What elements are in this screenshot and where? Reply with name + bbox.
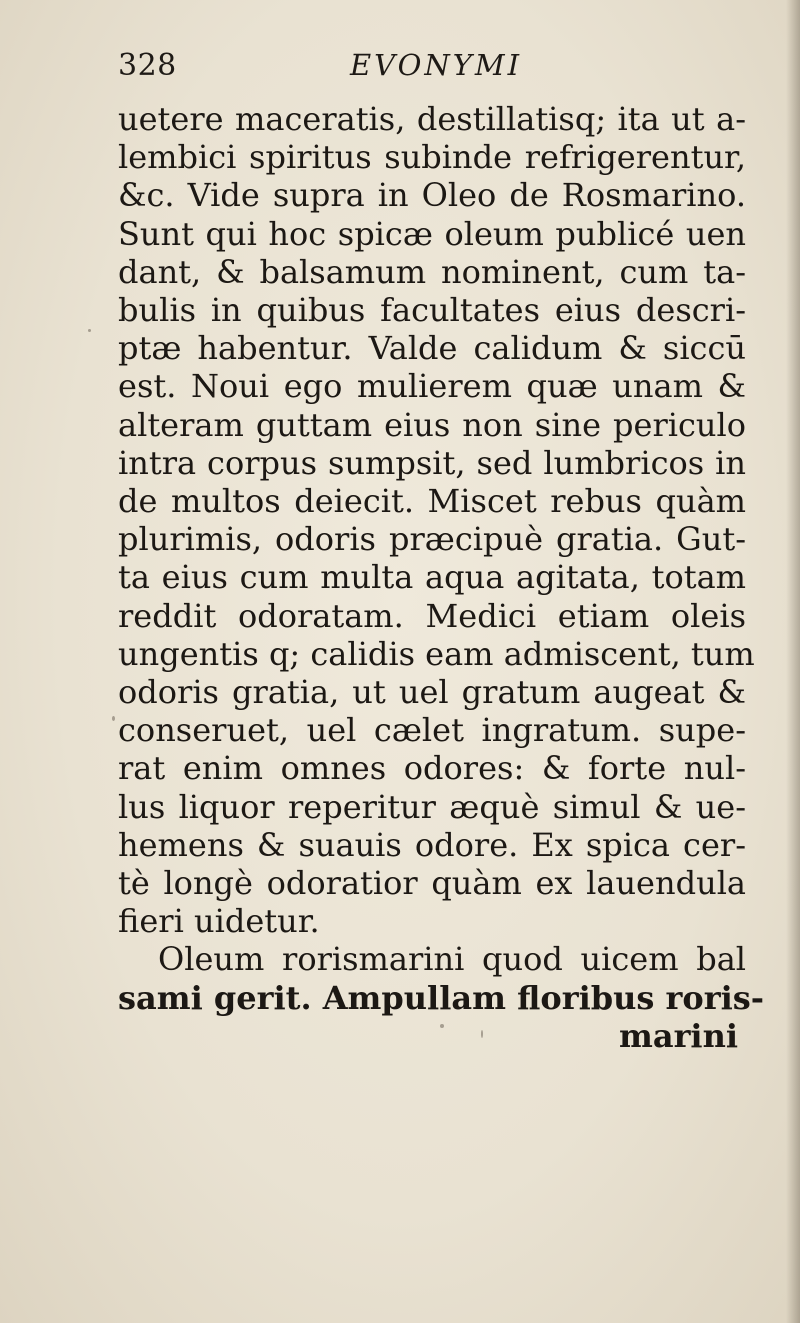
text-line: tè longè odoratior quàm ex lauendula: [118, 864, 746, 903]
section-heading-line: sami gerit. Ampullam floribus roris-: [118, 978, 765, 1017]
paper-speck: [112, 716, 115, 721]
text-line: est. Noui ego mulierem quæ unam &: [118, 367, 746, 406]
body-text: [118, 100, 765, 1055]
text-line: uetere maceratis, destillatisq; ita ut a-: [118, 100, 746, 138]
text-line: hemens & suauis odore. Ex spica cer-: [118, 825, 746, 864]
text-line: ungentis q; calidis eam admiscent, tum: [118, 634, 755, 673]
text-line: intra corpus sumpsit, sed lumbricos in: [118, 443, 746, 482]
paper-speck: [481, 1030, 483, 1038]
running-head: [118, 44, 738, 90]
text-line: Sunt qui hoc spicæ oleum publicé uen: [118, 214, 746, 253]
paper-speck: [440, 1024, 444, 1028]
text-line: rat enim omnes odores: & forte nul-: [118, 749, 746, 788]
text-line: plurimis, odoris præcipuè gratia. Gut-: [118, 520, 746, 559]
text-line: dant, & balsamum nominent, cum ta-: [118, 252, 746, 291]
text-line: conseruet, uel cælet ingratum. supe-: [118, 711, 746, 750]
text-line: &c. Vide supra in Oleo de Rosmarino.: [118, 176, 746, 215]
catchword: marini: [618, 1016, 738, 1055]
text-line: odoris gratia, ut uel gratum augeat &: [118, 673, 746, 712]
running-title: EVONYMI: [350, 48, 523, 82]
page-number: 328: [118, 48, 177, 83]
text-line: lembici spiritus subinde refrigerentur,: [118, 138, 746, 177]
paper-speck: [88, 329, 91, 332]
text-line: alteram guttam eius non sine periculo: [118, 405, 746, 444]
section-heading-line: Oleum rorismarini quod uicem bal: [158, 940, 746, 979]
text-line: fieri uidetur.: [118, 902, 320, 941]
text-line: bulis in quibus facultates eius descri-: [118, 291, 746, 330]
text-line: reddit odoratam. Medici etiam oleis: [118, 596, 746, 635]
text-line: ta eius cum multa aqua agitata, totam: [118, 558, 746, 597]
text-line: lus liquor reperitur æquè simul & ue-: [118, 787, 746, 826]
page-gutter-shadow: [786, 0, 800, 1323]
text-line: ptæ habentur. Valde calidum & siccū: [118, 329, 746, 368]
text-line: de multos deiecit. Miscet rebus quàm: [118, 482, 746, 521]
